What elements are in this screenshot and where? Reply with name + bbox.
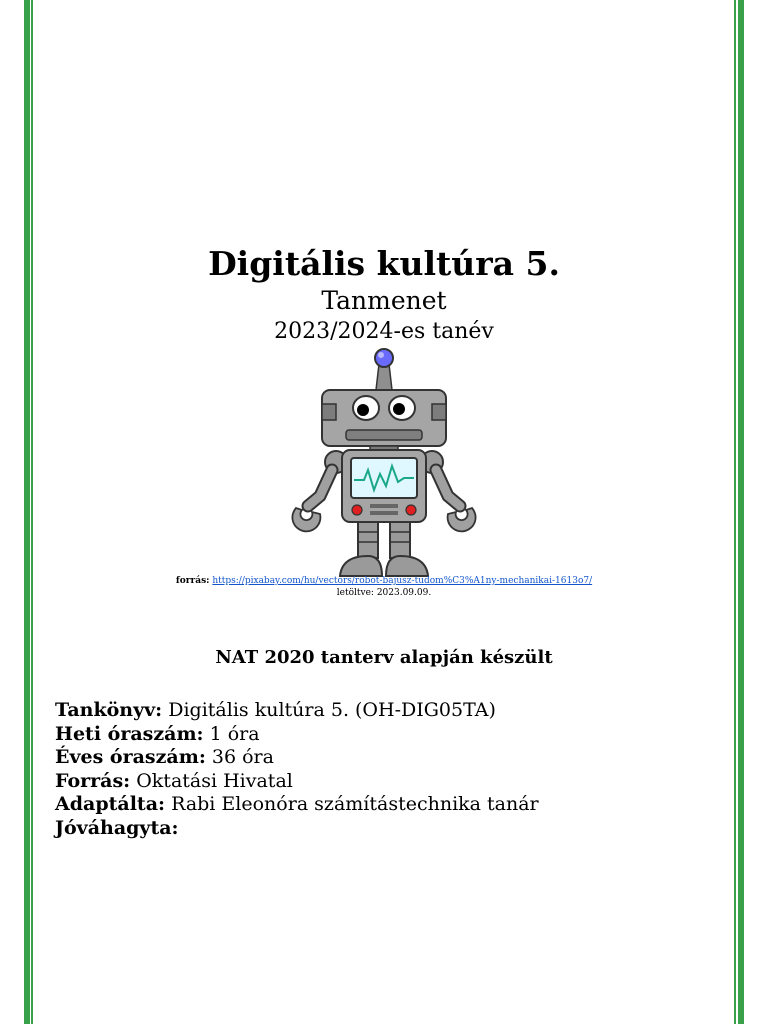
detail-weekly-hours (55, 723, 715, 747)
detail-key: Forrás: (55, 769, 131, 792)
detail-approved-by (55, 817, 715, 841)
page-border-left-inner (31, 0, 33, 1024)
detail-adapted-by (55, 793, 715, 817)
detail-key: Tankönyv: (55, 699, 163, 721)
detail-source (55, 770, 715, 794)
detail-value: Rabi Eleonóra számítástechnika tanár (171, 793, 539, 815)
detail-value: Digitális kultúra 5. (OH-DIG05TA) (168, 699, 496, 721)
credit-link[interactable]: https://pixabay.com/hu/vectors/robot-bajusz-tudom%C3%A1ny-mechanikai-1613o7/ (212, 576, 593, 586)
page-border-right-inner (734, 0, 736, 1024)
document-title: Digitális kultúra 5. (208, 244, 560, 283)
document-subtitle: Tanmenet (321, 286, 447, 315)
credit-download-date: letöltve: 2023.09.09. (336, 588, 432, 598)
detail-yearly-hours (55, 746, 715, 770)
detail-value: 36 óra (211, 746, 274, 768)
detail-key: Jóváhagyta: (55, 816, 179, 839)
image-credit (0, 575, 768, 599)
robot-illustration (278, 346, 490, 580)
detail-key: Adaptálta: (55, 793, 166, 815)
detail-value: 1 óra (209, 722, 260, 745)
curriculum-basis: NAT 2020 tanterv alapján készült (215, 647, 553, 668)
detail-key: Heti óraszám: (55, 722, 204, 745)
school-year: 2023/2024-es tanév (274, 319, 494, 344)
page-border-right (738, 0, 744, 1024)
page-border-left (24, 0, 30, 1024)
detail-key: Éves óraszám: (55, 746, 206, 768)
detail-textbook (55, 699, 715, 723)
credit-label: forrás: (175, 576, 210, 586)
detail-value: Oktatási Hivatal (136, 769, 293, 792)
details-list (55, 699, 715, 840)
